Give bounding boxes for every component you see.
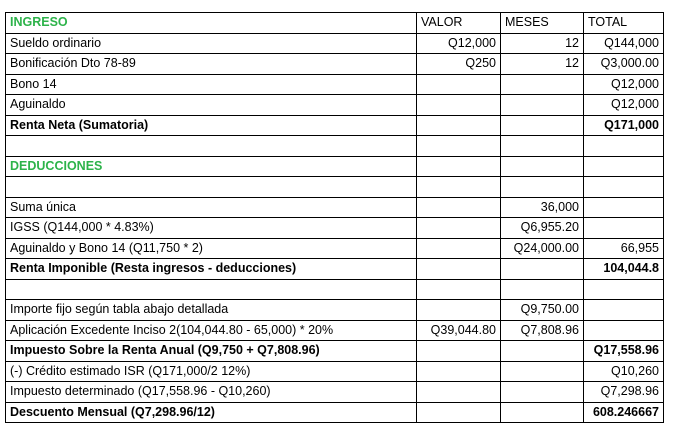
cell-empty[interactable] [417,259,501,280]
cell-empty[interactable] [584,177,664,198]
cell-empty[interactable] [501,156,584,177]
cell-empty[interactable] [501,402,584,423]
descuento-mensual-row [6,402,664,423]
cell-meses[interactable] [501,95,584,116]
cell-total[interactable]: 104,044.8 [584,259,664,280]
cell-label[interactable]: Impuesto Sobre la Renta Anual (Q9,750 + Q7,808.96) [6,341,417,362]
cell-total[interactable]: Q10,260 [584,361,664,382]
cell-empty[interactable] [417,361,501,382]
cell-label[interactable]: Aguinaldo y Bono 14 (Q11,750 * 2) [6,238,417,259]
cell-valor[interactable] [417,300,501,321]
cell-valor[interactable]: Q250 [417,54,501,75]
cell-label[interactable]: Sueldo ordinario [6,33,417,54]
cell-empty[interactable] [417,341,501,362]
cell-label[interactable]: Aguinaldo [6,95,417,116]
cell-empty[interactable] [6,177,417,198]
cell-total[interactable]: Q171,000 [584,115,664,136]
impuesto-anual-row [6,341,664,362]
empty-row [6,177,664,198]
table-row [6,33,664,54]
cell-meses[interactable]: 12 [501,54,584,75]
cell-empty[interactable] [501,361,584,382]
cell-label[interactable]: IGSS (Q144,000 * 4.83%) [6,218,417,239]
cell-meses[interactable]: Q7,808.96 [501,320,584,341]
cell-total[interactable]: Q144,000 [584,33,664,54]
cell-empty[interactable] [6,136,417,157]
cell-empty[interactable] [501,115,584,136]
cell-empty[interactable] [6,279,417,300]
cell-label[interactable]: Renta Neta (Sumatoria) [6,115,417,136]
cell-valor[interactable]: Q12,000 [417,33,501,54]
cell-label[interactable]: Aplicación Excedente Inciso 2(104,044.80 - 65,000) * 20% [6,320,417,341]
cell-empty[interactable] [584,136,664,157]
cell-meses[interactable]: Q9,750.00 [501,300,584,321]
cell-label[interactable]: Importe fijo según tabla abajo detallada [6,300,417,321]
cell-empty[interactable] [501,279,584,300]
cell-empty[interactable] [417,136,501,157]
cell-total[interactable] [584,300,664,321]
cell-label[interactable]: Bonificación Dto 78-89 [6,54,417,75]
cell-total[interactable]: 608.246667 [584,402,664,423]
cell-valor-header[interactable]: VALOR [417,13,501,34]
cell-valor[interactable] [417,238,501,259]
cell-total[interactable] [584,218,664,239]
empty-row [6,279,664,300]
cell-label[interactable]: (-) Crédito estimado ISR (Q171,000/2 12%) [6,361,417,382]
table-row [6,54,664,75]
cell-ingreso-title[interactable]: INGRESO [6,13,417,34]
cell-label[interactable]: Renta Imponible (Resta ingresos - deducciones) [6,259,417,280]
cell-label[interactable]: Suma única [6,197,417,218]
cell-deducciones-title[interactable]: DEDUCCIONES [6,156,417,177]
cell-label[interactable]: Descuento Mensual (Q7,298.96/12) [6,402,417,423]
cell-total-header[interactable]: TOTAL [584,13,664,34]
cell-empty[interactable] [501,382,584,403]
cell-valor[interactable] [417,218,501,239]
cell-empty[interactable] [501,259,584,280]
cell-empty[interactable] [501,341,584,362]
cell-empty[interactable] [417,382,501,403]
cell-empty[interactable] [584,279,664,300]
cell-total[interactable]: Q17,558.96 [584,341,664,362]
cell-empty[interactable] [501,177,584,198]
spreadsheet-table [5,12,664,423]
cell-total[interactable]: Q12,000 [584,74,664,95]
header-row [6,13,664,34]
table-row [6,74,664,95]
table-row [6,218,664,239]
impuesto-determinado-row [6,382,664,403]
cell-total[interactable]: Q12,000 [584,95,664,116]
credito-row [6,361,664,382]
cell-meses[interactable] [501,74,584,95]
table-row [6,95,664,116]
cell-empty[interactable] [417,177,501,198]
cell-total[interactable] [584,197,664,218]
cell-meses[interactable]: 36,000 [501,197,584,218]
empty-row [6,136,664,157]
deducciones-header-row [6,156,664,177]
cell-empty[interactable] [417,115,501,136]
cell-total[interactable]: Q7,298.96 [584,382,664,403]
cell-label[interactable]: Impuesto determinado (Q17,558.96 - Q10,260) [6,382,417,403]
table-row [6,320,664,341]
cell-empty[interactable] [501,136,584,157]
cell-valor[interactable] [417,74,501,95]
cell-meses[interactable]: 12 [501,33,584,54]
cell-meses[interactable]: Q6,955.20 [501,218,584,239]
cell-total[interactable]: 66,955 [584,238,664,259]
cell-total[interactable]: Q3,000.00 [584,54,664,75]
cell-empty[interactable] [417,402,501,423]
renta-imponible-row [6,259,664,280]
cell-meses-header[interactable]: MESES [501,13,584,34]
cell-empty[interactable] [584,156,664,177]
renta-neta-row [6,115,664,136]
cell-meses[interactable]: Q24,000.00 [501,238,584,259]
cell-total[interactable] [584,320,664,341]
table-row [6,300,664,321]
table-row [6,197,664,218]
cell-label[interactable]: Bono 14 [6,74,417,95]
cell-valor[interactable] [417,95,501,116]
cell-empty[interactable] [417,279,501,300]
cell-valor[interactable] [417,197,501,218]
table-row [6,238,664,259]
cell-empty[interactable] [417,156,501,177]
cell-valor[interactable]: Q39,044.80 [417,320,501,341]
